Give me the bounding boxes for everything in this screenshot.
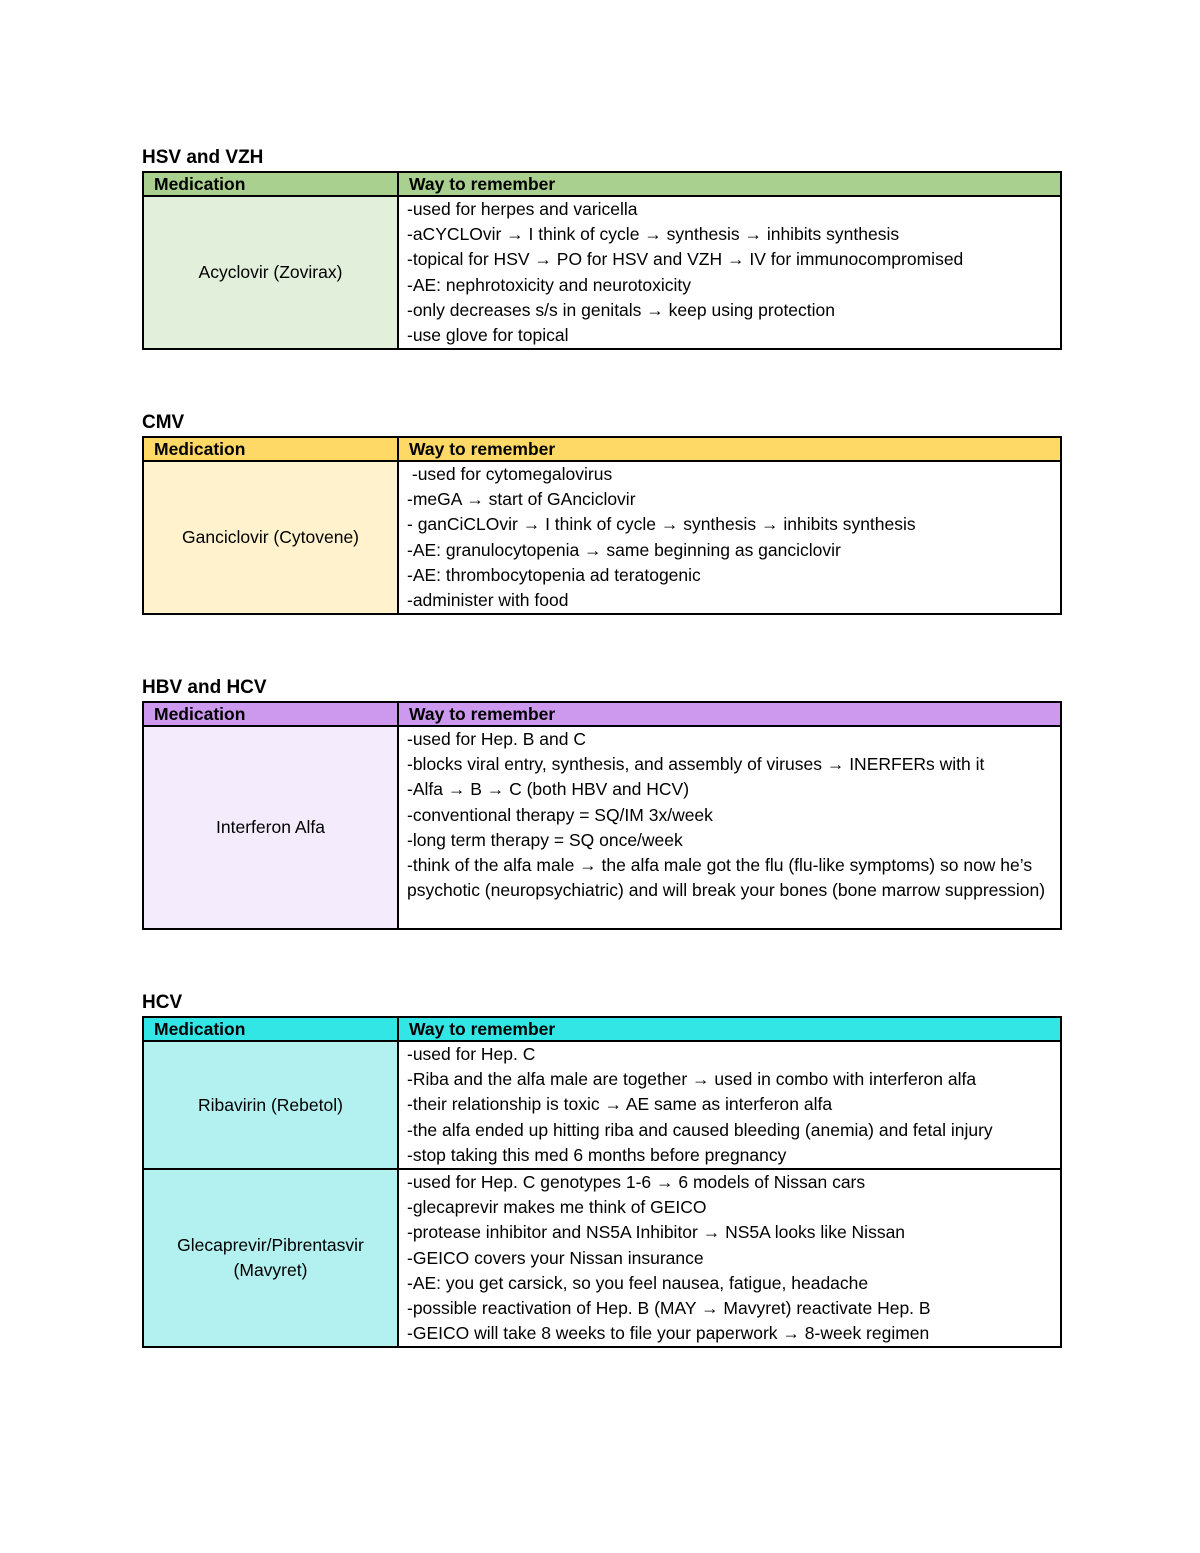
section-title: CMV: [142, 412, 185, 433]
medication-name: Ribavirin (Rebetol): [143, 1041, 398, 1169]
note-line: -Riba and the alfa male are together → used in combo with interferon alfa: [407, 1069, 977, 1090]
table-row: [143, 1041, 1061, 1169]
notes-cell: [398, 461, 1061, 614]
medication-table: [142, 436, 1062, 615]
medication-table: [142, 701, 1062, 930]
note-line: -AE: nephrotoxicity and neurotoxicity: [407, 274, 692, 295]
note-line: -the alfa ended up hitting riba and caused bleeding (anemia) and fetal injury: [407, 1119, 993, 1140]
notes-cell: [398, 1169, 1061, 1347]
note-line: -meGA → start of GAnciclovir: [407, 489, 636, 510]
header-medication: Medication: [143, 1017, 398, 1041]
section-title: HCV: [142, 992, 183, 1013]
note-line: -AE: you get carsick, so you feel nausea, fatigue, headache: [407, 1272, 869, 1293]
section-title: HBV and HCV: [142, 677, 267, 698]
header-medication: Medication: [143, 172, 398, 196]
note-line: -only decreases s/s in genitals → keep using protection: [407, 299, 836, 320]
note-line: -GEICO covers your Nissan insurance: [407, 1247, 704, 1268]
header-way-to-remember: Way to remember: [398, 172, 1061, 196]
header-way-to-remember: Way to remember: [398, 702, 1061, 726]
table-row: [143, 726, 1061, 929]
medication-name: Glecaprevir/Pibrentasvir (Mavyret): [143, 1169, 398, 1347]
section-cmv: [142, 410, 1060, 615]
medication-name: Interferon Alfa: [143, 726, 398, 929]
note-line: -aCYCLOvir → I think of cycle → synthesis → inhibits synthesis: [407, 224, 900, 245]
note-line: -think of the alfa male → the alfa male got the flu (flu-like symptoms) so now he’s psychotic (neuropsychiatric) and will break your bones (bone marrow suppression): [407, 855, 1046, 901]
note-line: -used for Hep. C: [407, 1044, 536, 1064]
note-line: -their relationship is toxic → AE same as interferon alfa: [407, 1094, 833, 1115]
header-way-to-remember: Way to remember: [398, 1017, 1061, 1041]
section-hcv: [142, 990, 1060, 1348]
note-line: -GEICO will take 8 weeks to file your paperwork → 8-week regimen: [407, 1323, 930, 1344]
note-line: -used for Hep. B and C: [407, 729, 586, 749]
note-line: -used for cytomegalovirus: [407, 464, 613, 484]
section-hsv-vzh: [142, 145, 1060, 350]
note-line: -use glove for topical: [407, 325, 569, 346]
note-line: -glecaprevir makes me think of GEICO: [407, 1197, 707, 1218]
header-way-to-remember: Way to remember: [398, 437, 1061, 461]
notes-cell: [398, 196, 1061, 349]
medication-table: [142, 1016, 1062, 1348]
notes-cell: [398, 726, 1061, 929]
medication-name: Ganciclovir (Cytovene): [143, 461, 398, 614]
header-medication: Medication: [143, 437, 398, 461]
note-line: -blocks viral entry, synthesis, and assembly of viruses → INERFERs with it: [407, 754, 985, 775]
note-line: -long term therapy = SQ once/week: [407, 829, 683, 850]
note-line: -AE: granulocytopenia → same beginning as ganciclovir: [407, 539, 841, 560]
note-line: -conventional therapy = SQ/IM 3x/week: [407, 804, 713, 825]
medication-table: [142, 171, 1062, 350]
note-line: -stop taking this med 6 months before pregnancy: [407, 1144, 787, 1165]
note-line: - ganCiCLOvir → I think of cycle → synthesis → inhibits synthesis: [407, 514, 916, 535]
note-line: -administer with food: [407, 590, 569, 611]
section-title: HSV and VZH: [142, 147, 264, 168]
notes-cell: [398, 1041, 1061, 1169]
note-line: -used for Hep. C genotypes 1-6 → 6 models of Nissan cars: [407, 1172, 866, 1193]
note-line: -possible reactivation of Hep. B (MAY → Mavyret) reactivate Hep. B: [407, 1298, 931, 1319]
medication-name: Acyclovir (Zovirax): [143, 196, 398, 349]
section-hbv-hcv: [142, 675, 1060, 930]
table-row: [143, 461, 1061, 614]
table-row: [143, 196, 1061, 349]
note-line: -topical for HSV → PO for HSV and VZH → IV for immunocompromised: [407, 249, 964, 270]
header-medication: Medication: [143, 702, 398, 726]
table-row: [143, 1169, 1061, 1347]
note-line: -AE: thrombocytopenia ad teratogenic: [407, 564, 701, 585]
note-line: -used for herpes and varicella: [407, 199, 638, 219]
note-line: -Alfa → B → C (both HBV and HCV): [407, 779, 690, 800]
note-line: -protease inhibitor and NS5A Inhibitor → NS5A looks like Nissan: [407, 1222, 906, 1243]
